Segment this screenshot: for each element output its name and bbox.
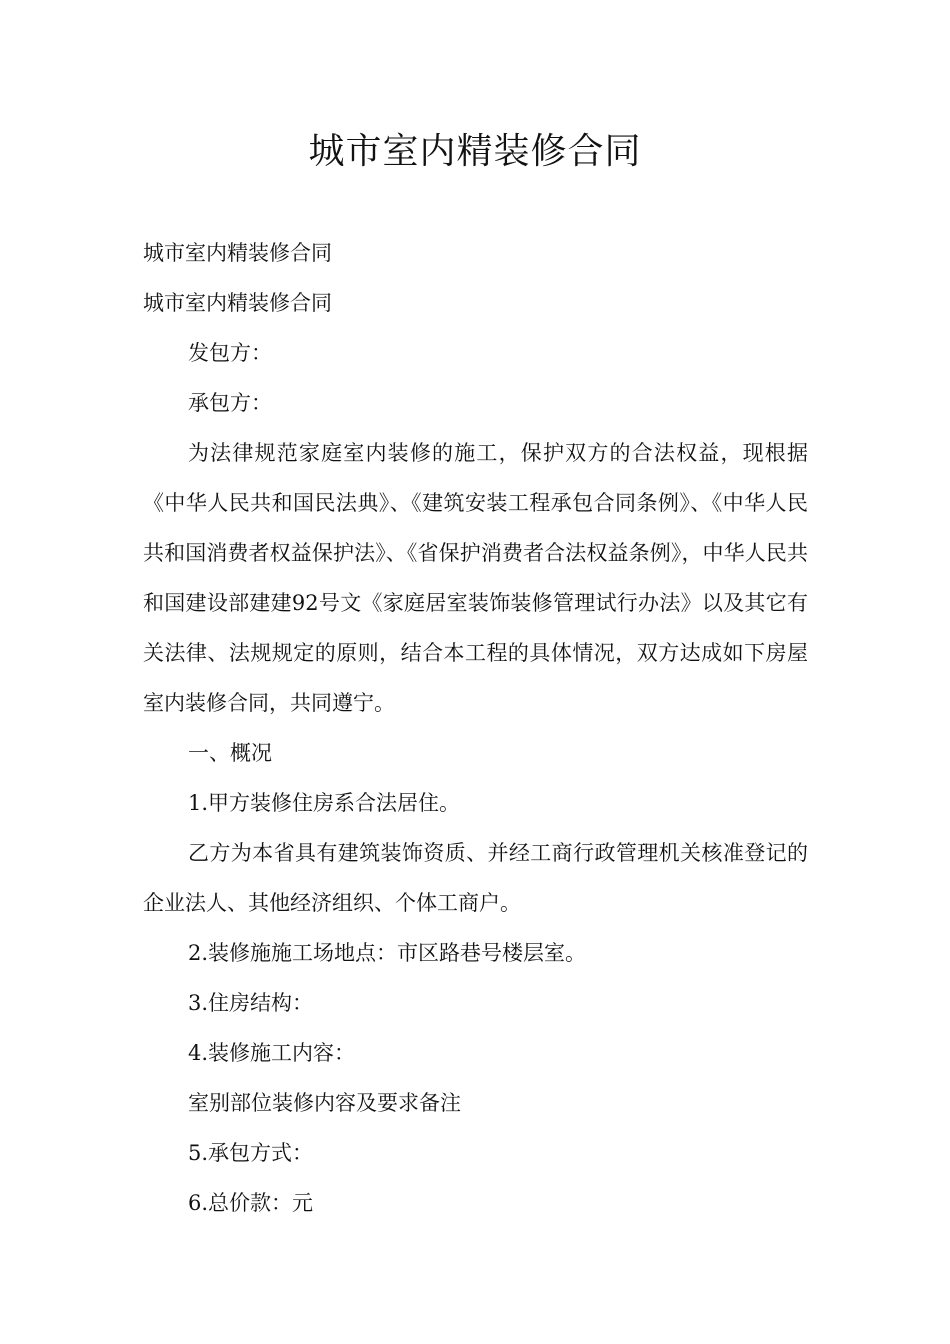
subtitle-line-2: 城市室内精装修合同 bbox=[143, 291, 332, 315]
employer-line: 发包方： bbox=[188, 341, 272, 365]
preamble-paragraph: 为法律规范家庭室内装修的施工，保护双方的合法权益，现根据《中华人民共和国民法典》、《建筑安装工程承包合同条例》、《中华人民共和国消费者权益保护法》、《省保护消费者合法权益条例》，中华人民共和国建设部建建92号文《家庭居室装饰装修管理试行办法》以及其它有关法律、法规规定的原则，结合本工程的具体情况，双方达成如下房屋室内装修合同，共同遵宁。 bbox=[143, 441, 808, 715]
document-body bbox=[143, 228, 808, 1228]
document-title: 城市室内精装修合同 bbox=[308, 131, 642, 172]
clause-4-table-header: 室别部位装修内容及要求备注 bbox=[188, 1091, 461, 1115]
clause-1: 1.甲方装修住房系合法居住。 bbox=[188, 791, 461, 815]
clause-5: 5.承包方式： bbox=[188, 1141, 314, 1165]
clause-6: 6.总价款：元 bbox=[188, 1191, 314, 1215]
subtitle-line-1: 城市室内精装修合同 bbox=[143, 241, 332, 265]
clause-2: 2.装修施施工场地点：市区路巷号楼层室。 bbox=[188, 941, 587, 965]
section-heading-overview: 一、概况 bbox=[188, 741, 272, 765]
clause-4: 4.装修施工内容： bbox=[188, 1041, 356, 1065]
clause-1-contractor: 乙方为本省具有建筑装饰资质、并经工商行政管理机关核准登记的企业法人、其他经济组织、个体工商户。 bbox=[143, 841, 808, 915]
clause-3: 3.住房结构： bbox=[188, 991, 314, 1015]
contractor-line: 承包方： bbox=[188, 391, 272, 415]
